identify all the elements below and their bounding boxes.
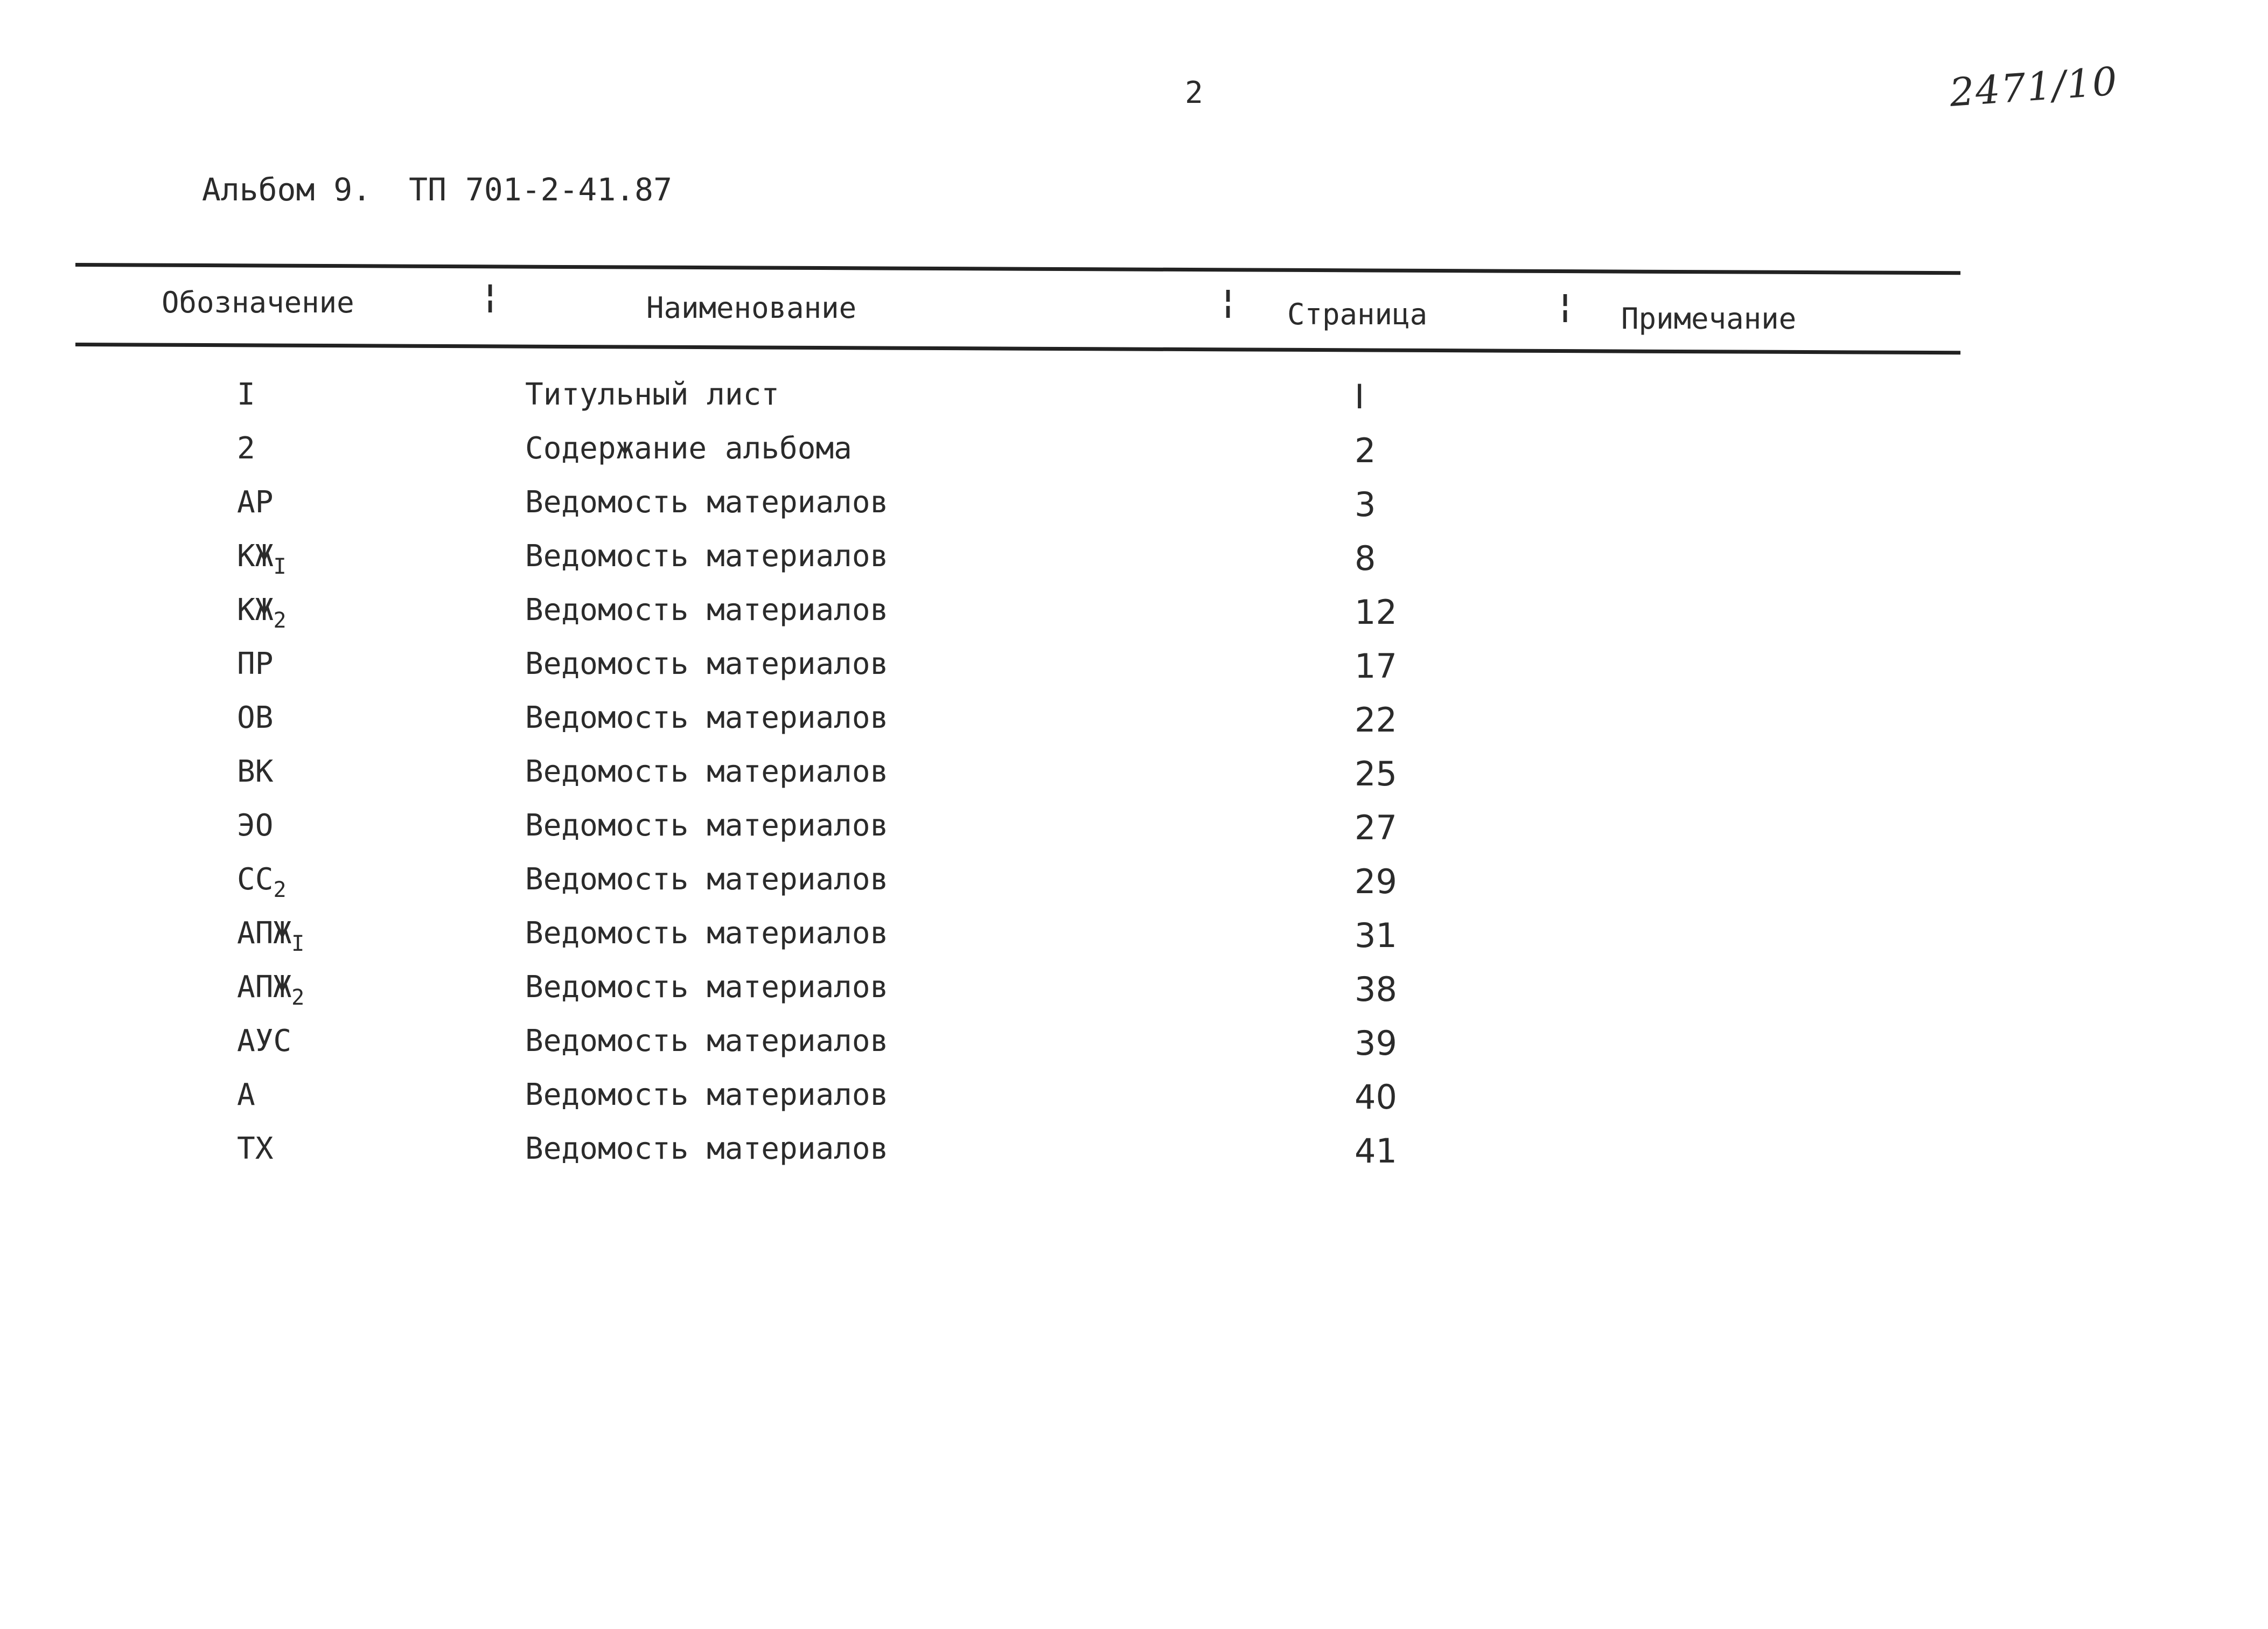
designation-code: ЭО [237, 808, 274, 843]
table-row [0, 431, 2268, 479]
row-name: Ведомость материалов [525, 1131, 889, 1166]
designation-code: КЖ [237, 539, 274, 574]
row-designation [237, 431, 255, 466]
row-name: Ведомость материалов [525, 916, 889, 951]
column-header-name: Наименование [646, 291, 857, 325]
table-row [0, 646, 2268, 695]
designation-subscript: I [291, 931, 305, 956]
row-designation [237, 1077, 255, 1112]
row-name: Титульный лист [525, 377, 780, 412]
row-page: 29 [1355, 862, 1397, 901]
designation-subscript: 2 [291, 985, 305, 1010]
designation-code: АР [237, 485, 274, 520]
row-page: I [1355, 377, 1365, 416]
row-page: 22 [1355, 700, 1397, 740]
column-separator: ¦ [1555, 287, 1575, 325]
column-separator: ¦ [480, 277, 500, 315]
row-designation [237, 916, 304, 956]
archive-number: 2471/10 [1948, 58, 2120, 115]
row-page: 39 [1355, 1024, 1397, 1063]
column-header-page: Страница [1287, 297, 1428, 331]
table-top-rule [75, 263, 1960, 275]
row-designation [237, 754, 273, 789]
project-code: ТП 701-2-41.87 [409, 171, 672, 208]
row-name: Ведомость материалов [525, 754, 889, 789]
designation-subscript: I [273, 554, 287, 579]
row-name: Ведомость материалов [525, 970, 889, 1005]
table-row [0, 808, 2268, 857]
column-header-designation: Обозначение [162, 286, 354, 319]
designation-code: АПЖ [237, 916, 292, 951]
designation-code: I [237, 377, 255, 412]
row-designation [237, 1024, 291, 1059]
album-header [164, 135, 672, 208]
row-page: 25 [1355, 754, 1397, 793]
column-separator: ¦ [1218, 283, 1238, 321]
table-row [0, 1077, 2268, 1126]
row-designation [237, 1131, 273, 1166]
row-page: 41 [1355, 1131, 1397, 1171]
row-designation [237, 485, 273, 520]
table-row [0, 862, 2268, 910]
designation-code: ТХ [237, 1131, 274, 1166]
table-row [0, 539, 2268, 587]
row-designation [237, 862, 287, 902]
row-designation [237, 970, 304, 1010]
row-name: Ведомость материалов [525, 593, 889, 628]
row-name: Ведомость материалов [525, 700, 889, 735]
row-name: Ведомость материалов [525, 862, 889, 897]
row-name: Ведомость материалов [525, 646, 889, 681]
row-name: Ведомость материалов [525, 485, 889, 520]
row-designation [237, 377, 255, 412]
row-name: Ведомость материалов [525, 1077, 889, 1112]
designation-code: АУС [237, 1024, 292, 1059]
row-name: Ведомость материалов [525, 808, 889, 843]
row-name: Содержание альбома [525, 431, 852, 466]
row-page: 31 [1355, 916, 1397, 955]
designation-subscript: 2 [273, 878, 287, 902]
table-row [0, 916, 2268, 964]
designation-subscript: 2 [273, 608, 287, 633]
page-number: 2 [1185, 75, 1203, 110]
table-row [0, 377, 2268, 426]
row-page: 8 [1355, 539, 1376, 578]
row-designation [237, 700, 273, 735]
designation-code: СС [237, 862, 274, 897]
row-page: 40 [1355, 1077, 1397, 1117]
row-page: 38 [1355, 970, 1397, 1009]
table-row [0, 970, 2268, 1018]
table-row [0, 1024, 2268, 1072]
column-header-note: Примечание [1621, 302, 1797, 336]
album-label: Альбом 9. [201, 171, 372, 208]
table-row [0, 593, 2268, 641]
designation-code: КЖ [237, 593, 274, 628]
designation-code: А [237, 1077, 255, 1112]
row-page: 2 [1355, 431, 1376, 470]
table-row [0, 754, 2268, 803]
table-row [0, 1131, 2268, 1180]
row-page: 12 [1355, 593, 1397, 632]
row-designation [237, 808, 273, 843]
row-designation [237, 593, 287, 633]
row-name: Ведомость материалов [525, 1024, 889, 1059]
row-name: Ведомость материалов [525, 539, 889, 574]
designation-code: ВК [237, 754, 274, 789]
designation-code: ОВ [237, 700, 274, 735]
table-row [0, 485, 2268, 533]
designation-code: 2 [237, 431, 255, 466]
row-page: 3 [1355, 485, 1376, 524]
table-header-rule [75, 343, 1960, 354]
row-page: 27 [1355, 808, 1397, 847]
row-page: 17 [1355, 646, 1397, 686]
designation-code: ПР [237, 646, 274, 681]
row-designation [237, 646, 273, 681]
table-row [0, 700, 2268, 749]
designation-code: АПЖ [237, 970, 292, 1005]
row-designation [237, 539, 287, 579]
